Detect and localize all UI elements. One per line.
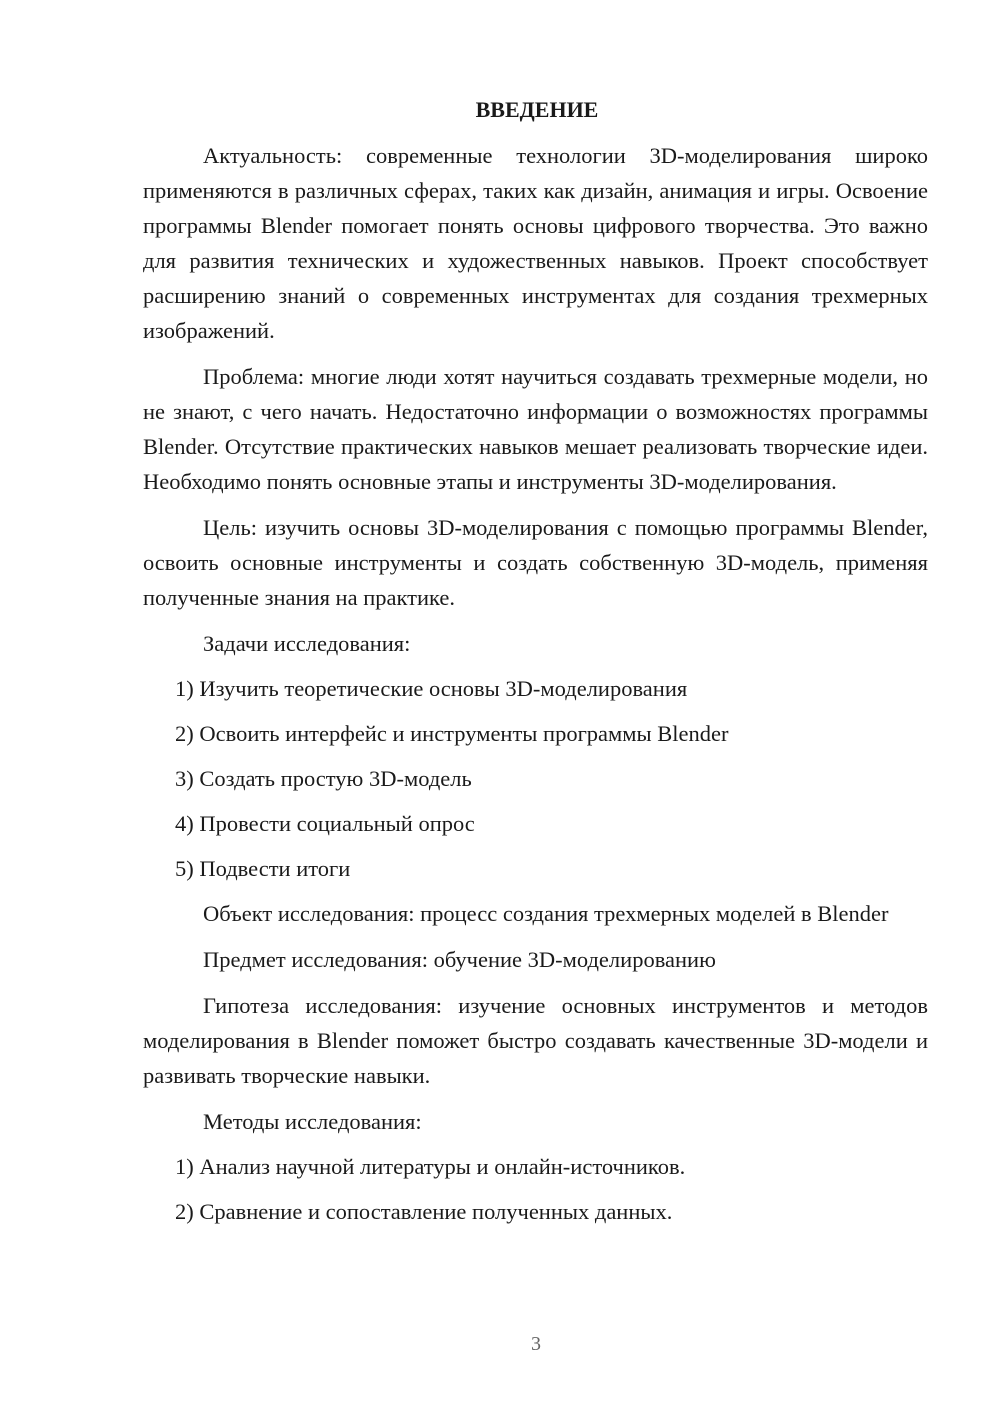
task-item: 1) Изучить теоретические основы 3D-моделирования (175, 676, 688, 701)
problem-paragraph: Проблема: многие люди хотят научиться создавать трехмерные модели, но не знают, с чего начать. Недостаточно информации о возможностях программы Blender. Отсутствие практических навыков мешает реализовать творческие идеи. Необходимо понять основные этапы и инструменты 3D-моделирования. (143, 364, 928, 494)
section-title: ВВЕДЕНИЕ (475, 97, 599, 122)
task-item: 5) Подвести итоги (175, 856, 351, 881)
task-item: 2) Освоить интерфейс и инструменты программы Blender (175, 721, 729, 746)
task-item: 4) Провести социальный опрос (175, 811, 475, 836)
method-item: 2) Сравнение и сопоставление полученных данных. (175, 1199, 673, 1224)
subject-paragraph: Предмет исследования: обучение 3D-моделированию (203, 947, 716, 972)
page-number: 3 (531, 1333, 541, 1355)
task-item: 3) Создать простую 3D-модель (175, 766, 472, 791)
relevance-paragraph: Актуальность: современные технологии 3D-моделирования широко применяются в различных сферах, таких как дизайн, анимация и игры. Освоение программы Blender помогает понять основы цифрового творчества. Это важно для развития технических и художественных навыков. Проект способствует расширению знаний о современных инструментах для создания трехмерных изображений. (143, 143, 928, 343)
page-content (143, 92, 928, 1239)
hypothesis-paragraph: Гипотеза исследования: изучение основных инструментов и методов моделирования в Blender поможет быстро создавать качественные 3D-модели и развивать творческие навыки. (143, 993, 928, 1088)
tasks-heading: Задачи исследования: (203, 631, 411, 656)
object-paragraph: Объект исследования: процесс создания трехмерных моделей в Blender (203, 901, 889, 926)
method-item: 1) Анализ научной литературы и онлайн-источников. (175, 1154, 686, 1179)
methods-heading: Методы исследования: (203, 1109, 422, 1134)
goal-paragraph: Цель: изучить основы 3D-моделирования с помощью программы Blender, освоить основные инструменты и создать собственную 3D-модель, применяя полученные знания на практике. (143, 515, 928, 610)
